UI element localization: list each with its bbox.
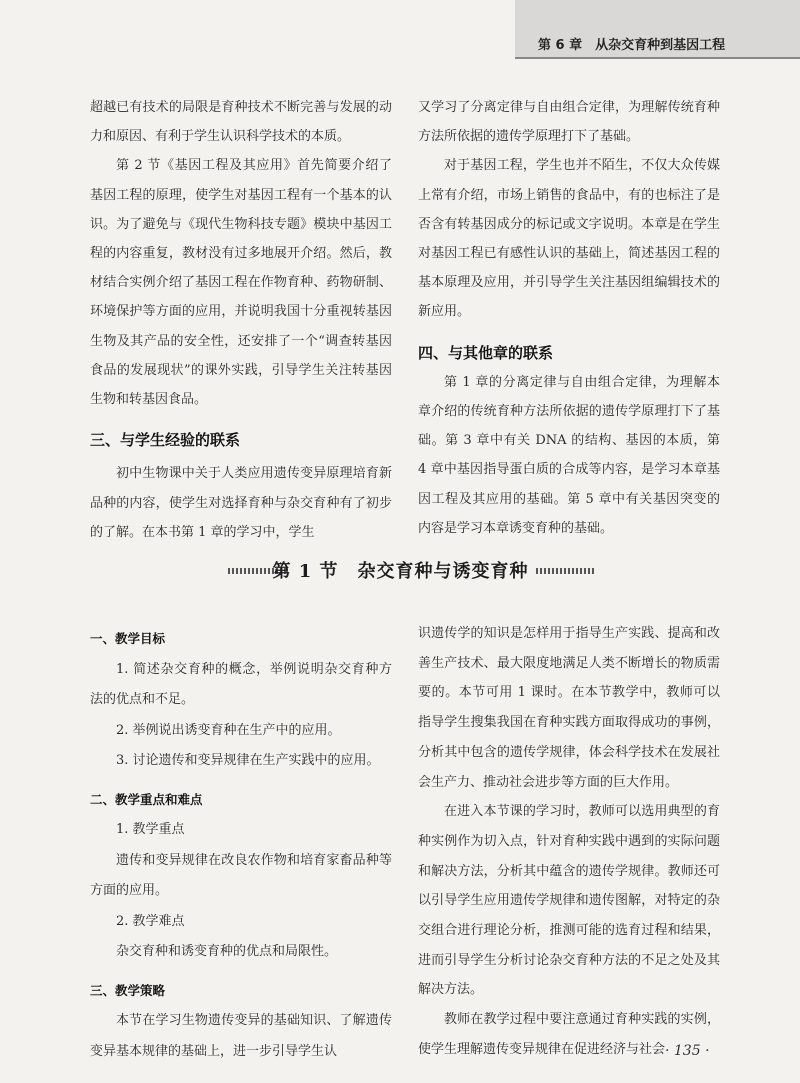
list-item: 2. 教学难点: [116, 913, 185, 929]
subsection-heading: 二、教学重点和难点: [90, 791, 203, 807]
top-right-column: [418, 93, 720, 543]
paragraph: 本节在学习生物遗传变异的基础知识、了解遗传变异基本规律的基础上，进一步引导学生认: [90, 1013, 392, 1059]
paragraph: 杂交育种和诱变育种的优点和局限性。: [116, 944, 338, 959]
subsection-heading: 一、教学目标: [90, 631, 166, 646]
paragraph: 第 1 章的分离定律与自由组合定律，为理解本章介绍的传统育种方法所依据的遗传学原理打下了基础。第 3 章中有关 DNA 的结构、基因的本质，第 4 章中基因指导蛋白质的合成等内容，是学习本章基因工程及其应用的基础。第 5 章中有关基因突变的内容是学习本章诱变育种的基础。: [418, 374, 720, 536]
list-item: 1. 简述杂交育种的概念，举例说明杂交育种方法的优点和不足。: [90, 661, 392, 707]
section-title: 第 1 节 杂交育种与诱变育种: [272, 561, 529, 582]
paragraph: 又学习了分离定律与自由组合定律，为理解传统育种方法所依据的遗传学原理打下了基础。: [418, 100, 720, 145]
paragraph: 第 2 节《基因工程及其应用》首先简要介绍了基因工程的原理，使学生对基因工程有一个基本的认识。为了避免与《现代生物科技专题》模块中基因工程的内容重复，教材没有过多地展开介绍。然后，教材结合实例介绍了基因工程在作物育种、药物研制、环境保护等方面的应用，并说明我国十分重视转基因生物及其产品的安全性，还安排了一个“调查转基因食品的发展现状”的课外实践，引导学生关注转基因生物和转基因食品。: [90, 158, 392, 408]
paragraph: 对于基因工程，学生也并不陌生，不仅大众传媒上常有介绍，市场上销售的食品中，有的也标注了是否含有转基因成分的标记或文字说明。本章是在学生对基因工程已有感性认识的基础上，简述基因工程的基本原理及应用，并引导学生关注基因组编辑技术的新应用。: [418, 158, 720, 320]
chapter-header: 第 6 章 从杂交育种到基因工程: [538, 38, 726, 53]
paragraph: 识遗传学的知识是怎样用于指导生产实践、提高和改善生产技术、最大限度地满足人类不断增长的物质需要的。本节可用 1 课时。在本节教学中，教师可以指导学生搜集我国在育种实践方面取得成功的事例，分析其中包含的遗传学规律，体会科学技术在发展社会生产力、推动社会进步等方面的巨大作用。: [418, 626, 720, 790]
section-heading: 四、与其他章的联系: [418, 343, 554, 362]
list-item: 2. 举例说出诱变育种在生产中的应用。: [116, 722, 341, 738]
paragraph: 教师在教学过程中要注意通过育种实践的实例，使学生理解遗传变异规律在促进经济与社会: [418, 1012, 720, 1057]
bottom-right-column: [418, 619, 720, 1065]
paragraph: 初中生物课中关于人类应用遗传变异原理培育新品种的内容，使学生对选择育种与杂交育种有了初步的了解。在本书第 1 章的学习中，学生: [90, 466, 392, 540]
section-heading: 三、与学生经验的联系: [90, 431, 241, 450]
paragraph: 超越已有技术的局限是育种技术不断完善与发展的动力和原因、有利于学生认识科学技术的本质。: [90, 100, 392, 145]
header-rule: [515, 57, 800, 59]
list-item: 1. 教学重点: [116, 822, 185, 837]
list-item: 3. 讨论遗传和变异规律在生产实践中的应用。: [116, 753, 380, 768]
bottom-left-column: [90, 624, 392, 1067]
paragraph: 遗传和变异规律在改良农作物和培育家畜品种等方面的应用。: [90, 852, 392, 898]
page-number: · 135 ·: [665, 1043, 710, 1059]
paragraph: 在进入本节课的学习时，教师可以选用典型的育种实例作为切入点，针对育种实践中遇到的实际问题和解决方法，分析其中蕴含的遗传学规律。教师还可以引导学生应用遗传学规律和遗传图解，对特定的杂交组合进行理论分析，推测可能的选育过程和结果，进而引导学生分析讨论杂交育种方法的不足之处及其解决方法。: [418, 804, 720, 998]
subsection-heading: 三、教学策略: [90, 982, 166, 998]
title-decoration-right: [536, 568, 594, 574]
top-left-column: [90, 93, 392, 547]
